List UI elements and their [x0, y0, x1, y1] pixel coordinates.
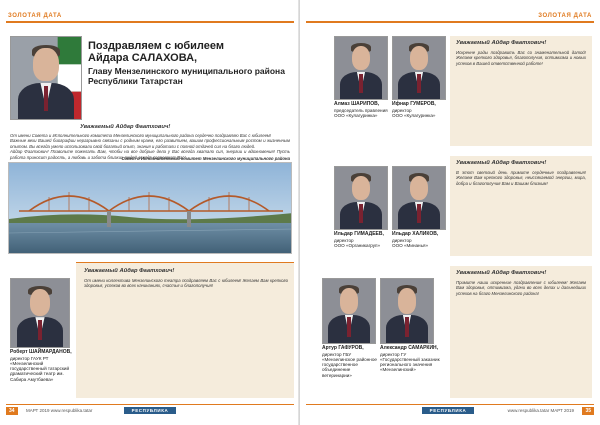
gafurov-role: директор ГБУ «Мензелинское районное государственное объединение ветеринарии»: [322, 351, 377, 378]
khalikov-role-2: ООО «Минанья»: [392, 243, 429, 248]
bridge-photo: [8, 162, 292, 254]
right-page: [300, 0, 600, 425]
left-footer: [6, 404, 294, 414]
sharipov-role-1: председатель правления: [334, 107, 388, 113]
portrait-samarkin: [380, 278, 434, 344]
gafurov-name: Артур ГАФУРОВ,: [322, 345, 364, 351]
letter-vet-greeting: Уважаемый Айдар Фаатхович!: [456, 270, 547, 276]
portrait-gimadeev: [334, 166, 388, 230]
left-section-header: [6, 11, 294, 23]
headline-line-1: Поздравляем с юбилеем: [88, 40, 225, 52]
gumerov-role-2: ООО «Кулагуринка»: [392, 113, 436, 118]
gimadeev-name: Ильдар ГИМАДЕЕВ,: [334, 231, 384, 237]
caption-samarkin: [380, 346, 440, 373]
headline-line-2: Айдара САЛАХОВА,: [88, 52, 198, 64]
headline-subtitle: Главу Мензелинского муниципального района Республики Татарстан: [88, 66, 285, 86]
letter-kulaguri-greeting: Уважаемый Айдар Фаатхович!: [456, 40, 547, 46]
gimadeev-role-2: ООО «Органикагруп»: [334, 243, 381, 248]
portrait-khalikov: [392, 166, 446, 230]
letter-theatre-text: От имени коллектива Мензелинского театра поздравляем Вас с юбилеем! Желаем Вам крепкого здоровья, успехов во всех начинаниях, счастья и благополучия!: [84, 278, 288, 289]
letter-kulaguri-text: Искренне рады поздравить Вас со знаменательной датой! Желаем крепкого здоровья, благополучия, оптимизма и новых успехов в Вашей ответственной работе!: [456, 50, 586, 66]
letter-vet-text: Примите наши искренние поздравления с юбилеем! Желаем Вам здоровья, оптимизма, удачи во всех делах и дальнейших успехов на благо Мензелинского района!: [456, 280, 586, 296]
sharipov-name: Алмаз ШАРИПОВ,: [334, 101, 380, 107]
article-headline: [88, 40, 288, 86]
portrait-sharipov: [334, 36, 388, 100]
main-paragraph-1: От имени Совета и Исполнительного комитета Мензелинского муниципального района сердечно поздравляю Вас с юбилеем!: [10, 133, 272, 138]
right-footer: [306, 404, 594, 414]
left-page-number: 34: [6, 407, 18, 415]
right-footer-meta: www.respublika.tatar МАРТ 2019: [507, 408, 574, 413]
shaymardanov-role: директор ГАУК РТ «Мензелинский государственный татарский драматический театр им. Сабира Амутбаева»: [10, 355, 70, 382]
caption-gimadeev: [334, 232, 390, 248]
letter-organika-text: В этот светлый день примите сердечные поздравления! Желаем Вам крепкого здоровья, неиссякаемой энергии, мира, добра и благополучия Вам и Вашим близким!: [456, 170, 586, 186]
sharipov-role-2: ООО «Кулагуринка»: [334, 113, 378, 118]
section-label: ЗОЛОТАЯ ДАТА: [538, 13, 592, 19]
gumerov-role-1: директор: [392, 107, 412, 113]
section-label: ЗОЛОТАЯ ДАТА: [8, 13, 62, 19]
left-footer-meta: МАРТ 2019 www.respublika.tatar: [26, 408, 93, 413]
khalikov-name: Ильдар ХАЛИКОВ,: [392, 231, 439, 237]
right-section-header: [306, 11, 594, 23]
samarkin-role: директор ГУ «Государственный заказник регионального значения «Мензелинский»: [380, 351, 440, 373]
main-paragraph-2: Важные вехи Вашей биографии неразрывно связаны с родным краем, его развитием, вашим профессиональным ростом и жизненным опытом. Вы всегда умело использовали свой богатый опыт, знания и работали с полной отдачей сил на благо людей.: [10, 138, 290, 149]
right-footer-logo: РЕСПУБЛИКА: [422, 407, 474, 414]
portrait-gafurov: [322, 278, 376, 344]
letter-theatre-greeting: Уважаемый Айдар Фаатхович!: [84, 268, 175, 274]
left-footer-logo: РЕСПУБЛИКА: [124, 407, 176, 414]
samarkin-name: Александр САМАРКИН,: [380, 345, 439, 351]
main-paragraph-3: Айдар Фаатхович! Позвольте пожелать Вам, чтобы на все добрые дела у Вас всегда хватало сил, энергии и вдохновения! Пусть работа приносит радость, а любовь и забота близких людей всегда согревают Вас!: [10, 149, 290, 160]
shaymardanov-name: Роберт ШАЙМАРДАНОВ,: [10, 349, 72, 355]
portrait-shaymardanov: [10, 278, 70, 348]
bridge-illustration: [9, 163, 292, 254]
caption-sharipov: [334, 102, 390, 118]
caption-gafurov: [322, 346, 378, 378]
portrait-salahov: [10, 36, 82, 120]
caption-shaymardanov: [10, 350, 74, 382]
gimadeev-role-1: директор: [334, 237, 354, 243]
letter-organika-greeting: Уважаемый Айдар Фаатхович!: [456, 160, 547, 166]
panel-top-rule: [76, 262, 294, 263]
khalikov-role-1: директор: [392, 237, 412, 243]
portrait-gumerov: [392, 36, 446, 100]
right-page-number: 35: [582, 407, 594, 415]
main-signoff: Совет и Исполнительный комитет Мензелинского муниципального района: [121, 156, 290, 161]
caption-khalikov: [392, 232, 448, 248]
main-greeting: Уважаемый Айдар Фаатхович!: [80, 124, 171, 130]
gumerov-name: Ифнар ГУМЕРОВ,: [392, 101, 436, 107]
caption-gumerov: [392, 102, 448, 118]
